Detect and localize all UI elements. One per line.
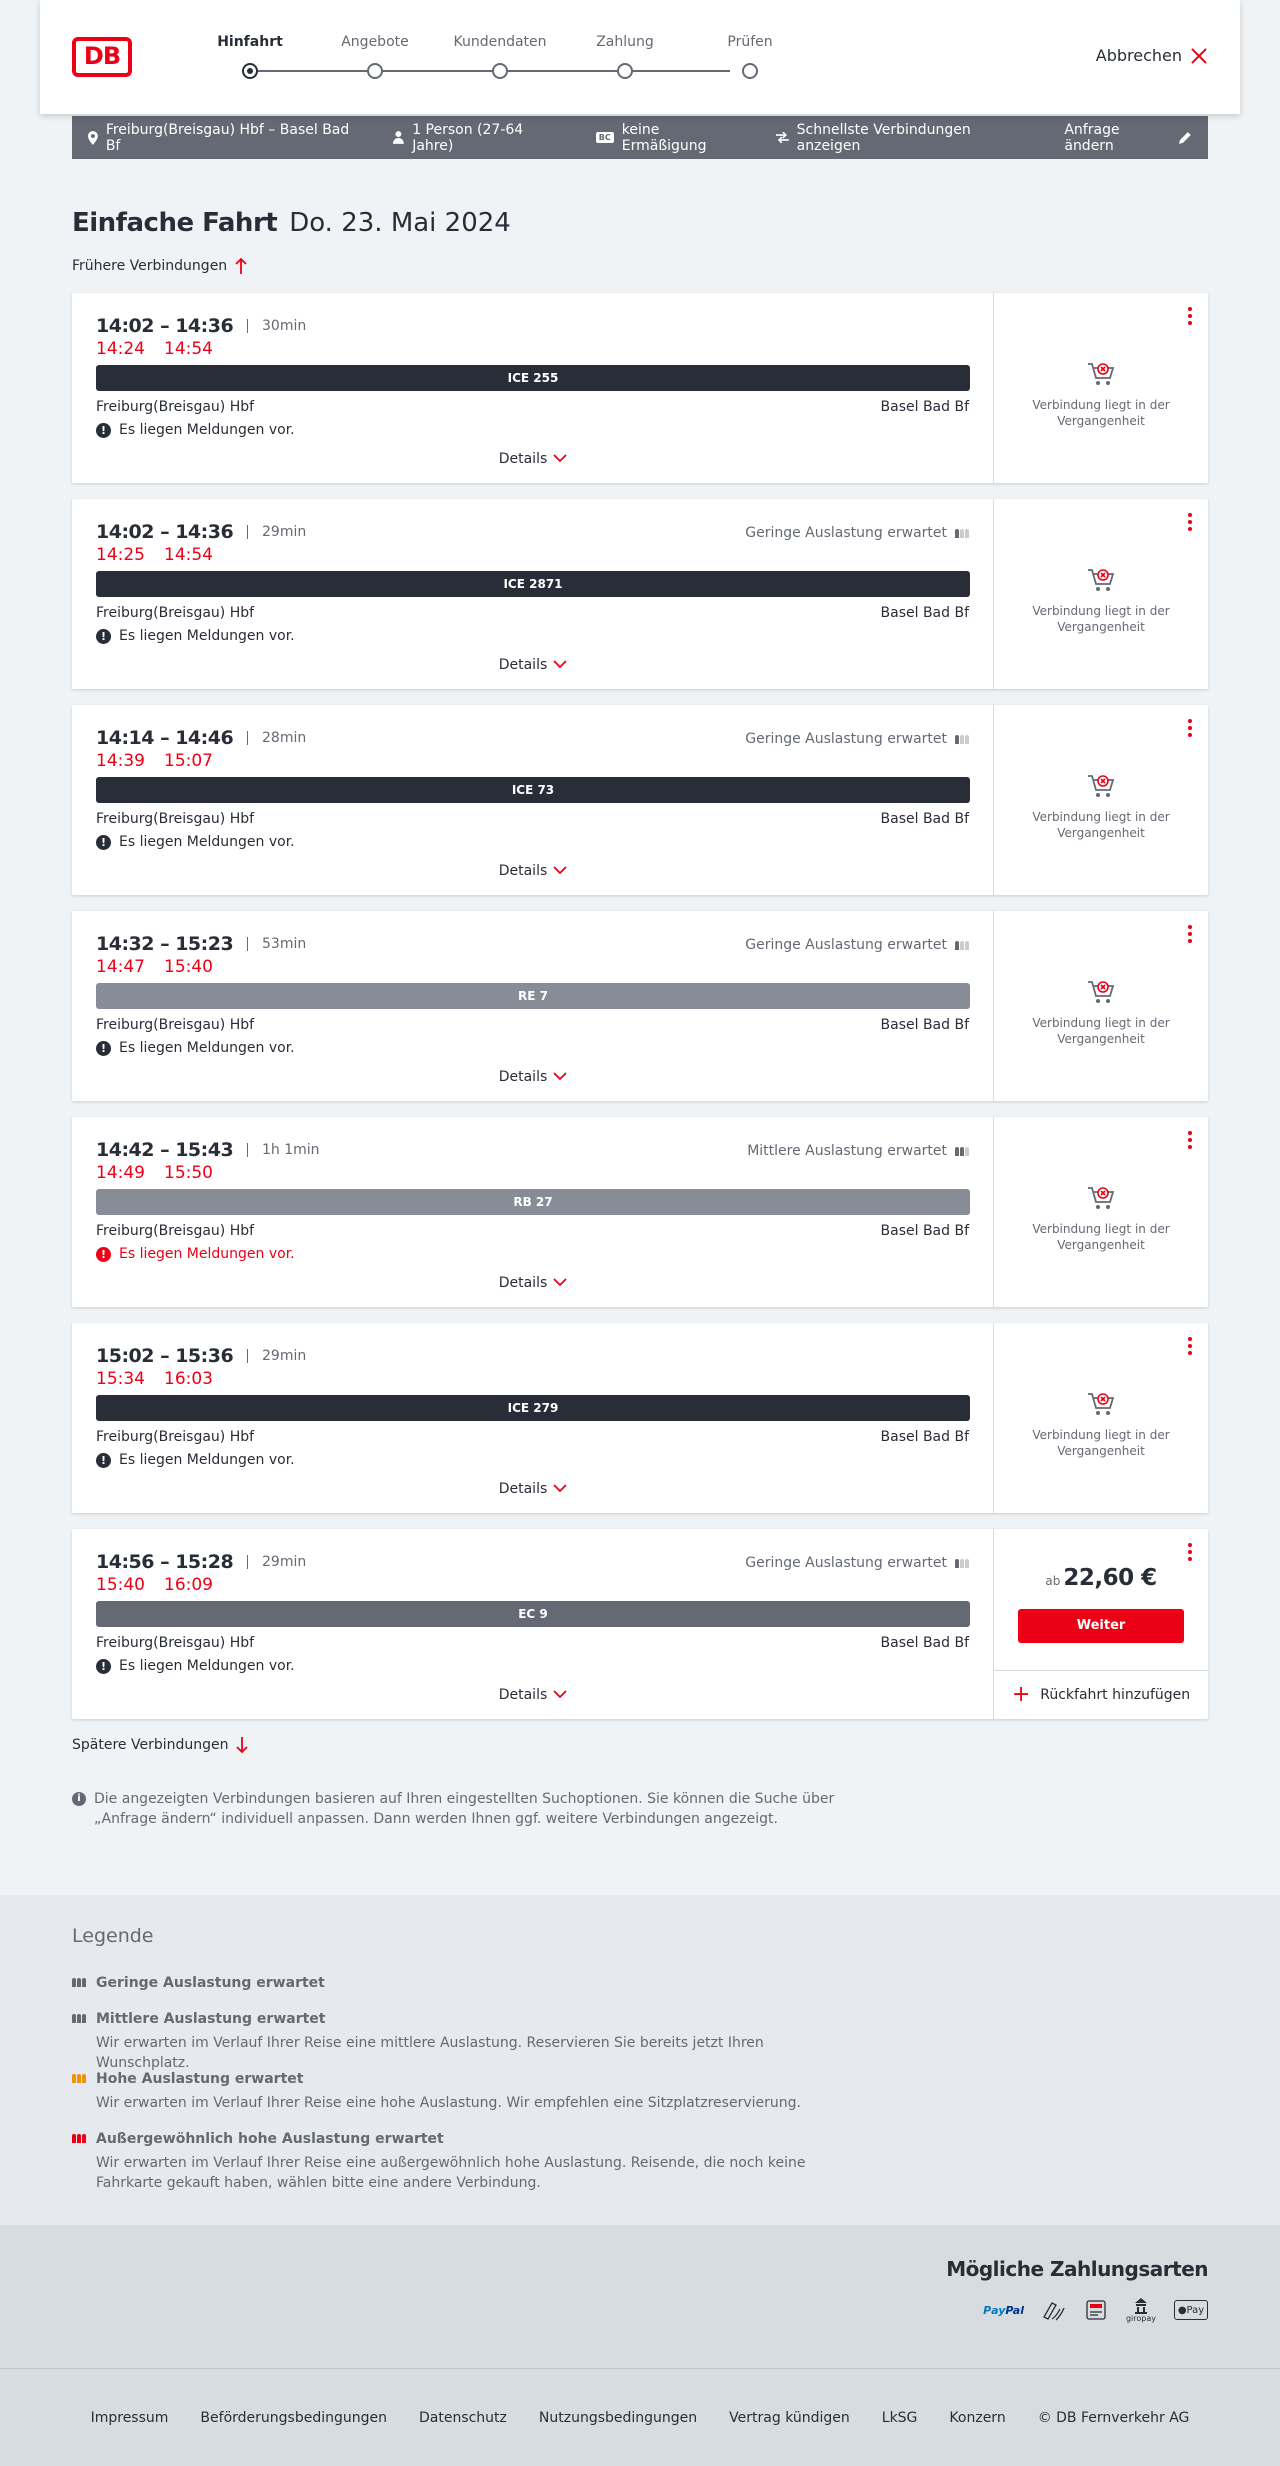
- legend-item-desc: Wir erwarten im Verlauf Ihrer Reise eine hohe Auslastung. Wir empfehlen eine Sitzplatzreservierung.: [96, 2095, 801, 2111]
- footer-link-nutzungsbedingungen[interactable]: Nutzungsbedingungen: [538, 2409, 698, 2426]
- footer: [0, 2369, 1280, 2466]
- footer-link-lksg[interactable]: LkSG: [881, 2409, 918, 2426]
- credit-card-icon: [1042, 2297, 1066, 2323]
- footer-copyright: © DB Fernverkehr AG: [1037, 2409, 1190, 2426]
- step-dot: [617, 63, 633, 79]
- duration: 1h 1min: [247, 1142, 320, 1158]
- connection-details-area[interactable]: [72, 705, 994, 895]
- details-label: Details: [498, 1481, 548, 1497]
- details-label: Details: [498, 1069, 548, 1085]
- occupancy-text: Geringe Auslastung erwartet: [745, 937, 947, 953]
- step-label: Angebote: [341, 34, 409, 50]
- person-icon: [393, 131, 404, 144]
- scheduled-times: 14:42 – 15:43: [96, 1139, 234, 1161]
- route-text: Freiburg(Breisgau) Hbf – Basel Bad Bf: [105, 121, 350, 154]
- occupancy-medium-icon: [72, 2014, 86, 2023]
- realtime-arrival: 15:07: [164, 751, 213, 771]
- departure-station: Freiburg(Breisgau) Hbf: [96, 1223, 255, 1239]
- realtime-departure: 15:34: [96, 1369, 145, 1389]
- notice-message[interactable]: [96, 1658, 295, 1674]
- scheduled-times: 14:14 – 14:46: [96, 727, 234, 749]
- price-value: 22,60 €: [1063, 1565, 1157, 1591]
- progress-stepper: [210, 30, 773, 90]
- footer-link-konzern[interactable]: Konzern: [949, 2409, 1006, 2426]
- db-logo[interactable]: DB: [72, 37, 132, 77]
- cancel-label: Abbrechen: [1095, 46, 1182, 65]
- location-pin-icon: [88, 131, 98, 145]
- arrow-down-icon: [236, 1737, 248, 1753]
- legend-item-exceptional: [72, 2131, 852, 2193]
- realtime-arrival: 15:50: [164, 1163, 213, 1183]
- passenger-summary[interactable]: [393, 122, 565, 154]
- payment-logos: [983, 2297, 1208, 2323]
- passenger-text: 1 Person (27-64 Jahre): [412, 121, 524, 154]
- change-request-button[interactable]: [1064, 122, 1192, 154]
- trip-date: Do. 23. Mai 2024: [289, 208, 511, 238]
- notice-text: Es liegen Meldungen vor.: [119, 834, 295, 850]
- occupancy-icon: [955, 735, 969, 744]
- duration: 53min: [247, 936, 306, 952]
- step-pruefen[interactable]: [690, 34, 810, 79]
- duration: 30min: [247, 318, 306, 334]
- alert-icon: !: [96, 1659, 111, 1674]
- realtime-arrival: 16:03: [164, 1369, 213, 1389]
- connection-details-area[interactable]: [72, 1117, 994, 1307]
- occupancy-indicator: [745, 525, 969, 541]
- realtime-arrival: 16:09: [164, 1575, 213, 1595]
- alert-icon: !: [96, 1041, 111, 1056]
- departure-station: Freiburg(Breisgau) Hbf: [96, 1635, 255, 1651]
- occupancy-indicator: [747, 1143, 969, 1159]
- alert-icon: !: [96, 1247, 111, 1262]
- page-title: [72, 208, 511, 238]
- change-request-label: Anfrage ändern: [1064, 121, 1120, 154]
- occupancy-text: Geringe Auslastung erwartet: [745, 1555, 947, 1571]
- details-toggle[interactable]: [72, 863, 994, 879]
- legend-item-desc: Wir erwarten im Verlauf Ihrer Reise eine mittlere Auslastung. Reservieren Sie bereits jetzt Ihren Wunschplatz.: [96, 2035, 764, 2071]
- footer-link-befoerderungsbedingungen[interactable]: Beförderungsbedingungen: [200, 2409, 387, 2426]
- train-bar[interactable]: ICE 279: [96, 1395, 970, 1421]
- scheduled-times: 14:56 – 15:28: [96, 1551, 234, 1573]
- connection-details-area[interactable]: [72, 911, 994, 1101]
- offer-area: [994, 1529, 1208, 1719]
- payment-title: Mögliche Zahlungsarten: [946, 2257, 1208, 2281]
- close-icon: [1190, 47, 1208, 65]
- step-dot: [742, 63, 758, 79]
- chevron-down-icon: [553, 1690, 567, 1699]
- details-label: Details: [498, 1275, 548, 1291]
- occupancy-text: Mittlere Auslastung erwartet: [747, 1143, 947, 1159]
- occupancy-indicator: [745, 731, 969, 747]
- legend-item-medium: [72, 2011, 852, 2073]
- pencil-icon: [1179, 131, 1192, 144]
- sepa-icon: [1084, 2297, 1108, 2323]
- step-dot: [492, 63, 508, 79]
- occupancy-indicator: [745, 937, 969, 953]
- connection-details-area[interactable]: [72, 293, 994, 483]
- arrival-station: Basel Bad Bf: [880, 1017, 969, 1033]
- alert-icon: !: [96, 835, 111, 850]
- offer-area: [994, 911, 1208, 1101]
- offer-area: [994, 499, 1208, 689]
- realtime-departure: 15:40: [96, 1575, 145, 1595]
- shopping-cart-icon: [1085, 770, 1117, 802]
- arrival-station: Basel Bad Bf: [880, 1429, 969, 1445]
- trip-type: Einfache Fahrt: [72, 208, 278, 238]
- discount-text: keine Ermäßigung: [621, 121, 707, 154]
- departure-station: Freiburg(Breisgau) Hbf: [96, 1429, 255, 1445]
- more-options-icon[interactable]: [1188, 307, 1192, 325]
- realtime-arrival: 14:54: [164, 545, 213, 565]
- shopping-cart-icon: [1085, 1182, 1117, 1214]
- option-summary[interactable]: [776, 122, 1034, 154]
- notice-message[interactable]: [96, 1040, 295, 1056]
- offer-area: [994, 705, 1208, 895]
- step-zahlung[interactable]: [565, 34, 685, 79]
- connection-card[interactable]: [72, 1323, 1208, 1513]
- step-angebote[interactable]: [315, 34, 435, 79]
- notice-text: Es liegen Meldungen vor.: [119, 1246, 295, 1262]
- swap-arrows-icon: [776, 132, 789, 143]
- occupancy-text: Geringe Auslastung erwartet: [745, 525, 947, 541]
- details-toggle[interactable]: [72, 451, 994, 467]
- occupancy-low-icon: [72, 1978, 86, 1987]
- more-options-icon[interactable]: [1188, 719, 1192, 737]
- legend-item-title: Hohe Auslastung erwartet: [72, 2071, 852, 2087]
- train-bar[interactable]: ICE 73: [96, 777, 970, 803]
- connection-details-area[interactable]: [72, 499, 994, 689]
- connection-card[interactable]: [72, 1117, 1208, 1307]
- realtime-arrival: 14:54: [164, 339, 213, 359]
- info-text: Die angezeigten Verbindungen basieren auf Ihren eingestellten Suchoptionen. Sie können die Suche über „Anfrage ändern“ individuell anpassen. Dann werden Ihnen ggf. weitere Verbindungen angezeigt.: [94, 1791, 835, 1827]
- departure-station: Freiburg(Breisgau) Hbf: [96, 399, 255, 415]
- chevron-down-icon: [553, 1072, 567, 1081]
- occupancy-high-icon: [72, 2074, 86, 2083]
- past-connection-note: Verbindung liegt in der Vergangenheit: [1032, 1016, 1170, 1046]
- footer-link-impressum[interactable]: Impressum: [90, 2409, 169, 2426]
- shopping-cart-icon: [1085, 1388, 1117, 1420]
- connection-card[interactable]: [72, 705, 1208, 895]
- add-return-trip-button[interactable]: [994, 1670, 1208, 1719]
- details-toggle[interactable]: [72, 1687, 994, 1703]
- step-dot: [242, 63, 258, 79]
- notice-message[interactable]: [96, 834, 295, 850]
- offer-area: [994, 1117, 1208, 1307]
- connection-details-area[interactable]: [72, 1529, 994, 1719]
- connection-card[interactable]: [72, 499, 1208, 689]
- duration: 29min: [247, 524, 306, 540]
- connection-card[interactable]: [72, 1529, 1208, 1719]
- duration: 29min: [247, 1554, 306, 1570]
- past-connection-note: Verbindung liegt in der Vergangenheit: [1032, 1222, 1170, 1252]
- header: [40, 0, 1240, 114]
- past-connection-note: Verbindung liegt in der Vergangenheit: [1032, 604, 1170, 634]
- past-connection-note: Verbindung liegt in der Vergangenheit: [1032, 398, 1170, 428]
- add-return-label: Rückfahrt hinzufügen: [1040, 1687, 1191, 1703]
- occupancy-icon: [955, 1147, 969, 1156]
- step-label: Kundendaten: [453, 34, 547, 50]
- footer-link-vertrag-kuendigen[interactable]: Vertrag kündigen: [729, 2409, 850, 2426]
- price-prefix: ab: [1045, 1574, 1061, 1588]
- earlier-connections-label: Frühere Verbindungen: [72, 258, 228, 274]
- shopping-cart-icon: [1085, 976, 1117, 1008]
- alert-icon: !: [96, 629, 111, 644]
- realtime-departure: 14:47: [96, 957, 145, 977]
- price-display: [994, 1565, 1208, 1591]
- realtime-departure: 14:25: [96, 545, 145, 565]
- notice-text: Es liegen Meldungen vor.: [119, 628, 295, 644]
- train-bar[interactable]: EC 9: [96, 1601, 970, 1627]
- departure-station: Freiburg(Breisgau) Hbf: [96, 1017, 255, 1033]
- notice-text: Es liegen Meldungen vor.: [119, 422, 295, 438]
- details-label: Details: [498, 1687, 548, 1703]
- option-text: Schnellste Verbindungen anzeigen: [796, 121, 971, 154]
- info-icon: i: [72, 1792, 86, 1806]
- arrival-station: Basel Bad Bf: [880, 1223, 969, 1239]
- legend-title: Legende: [72, 1925, 154, 1947]
- later-connections-label: Spätere Verbindungen: [72, 1737, 229, 1753]
- plus-icon: +: [1011, 1682, 1031, 1707]
- arrival-station: Basel Bad Bf: [880, 399, 969, 415]
- continue-button[interactable]: Weiter: [1018, 1609, 1184, 1643]
- step-kundendaten[interactable]: [440, 34, 560, 79]
- connection-details-area[interactable]: [72, 1323, 994, 1513]
- details-toggle[interactable]: [72, 1069, 994, 1085]
- occupancy-exceptional-icon: [72, 2134, 86, 2143]
- more-options-icon[interactable]: [1188, 513, 1192, 531]
- earlier-connections-link[interactable]: [72, 258, 247, 274]
- train-bar[interactable]: ICE 2871: [96, 571, 970, 597]
- route-summary[interactable]: [88, 122, 363, 154]
- realtime-departure: 14:39: [96, 751, 145, 771]
- chevron-down-icon: [553, 454, 567, 463]
- giropay-icon: giropay: [1126, 2297, 1156, 2323]
- notice-message[interactable]: [96, 1452, 295, 1468]
- details-toggle[interactable]: [72, 1481, 994, 1497]
- arrival-station: Basel Bad Bf: [880, 605, 969, 621]
- legend-item-desc: Wir erwarten im Verlauf Ihrer Reise eine außergewöhnlich hohe Auslastung. Reisende, die noch keine Fahrkarte gekauft haben, wählen bitte eine andere Verbindung.: [96, 2155, 806, 2191]
- search-summary-bar: [72, 116, 1208, 159]
- alert-icon: !: [96, 423, 111, 438]
- shopping-cart-icon: [1085, 358, 1117, 390]
- arrival-station: Basel Bad Bf: [880, 1635, 969, 1651]
- realtime-arrival: 15:40: [164, 957, 213, 977]
- legend-item-title: Mittlere Auslastung erwartet: [72, 2011, 852, 2027]
- train-bar[interactable]: RB 27: [96, 1189, 970, 1215]
- apple-pay-icon: ● Pay: [1174, 2300, 1208, 2320]
- shopping-cart-icon: [1085, 564, 1117, 596]
- train-bar[interactable]: RE 7: [96, 983, 970, 1009]
- notice-text: Es liegen Meldungen vor.: [119, 1658, 295, 1674]
- arrow-up-icon: [235, 258, 247, 274]
- notice-text: Es liegen Meldungen vor.: [119, 1040, 295, 1056]
- past-connection-note: Verbindung liegt in der Vergangenheit: [1032, 1428, 1170, 1458]
- chevron-down-icon: [553, 1484, 567, 1493]
- notice-text: Es liegen Meldungen vor.: [119, 1452, 295, 1468]
- offer-area: [994, 1323, 1208, 1513]
- occupancy-indicator: [745, 1555, 969, 1571]
- scheduled-times: 14:02 – 14:36: [96, 315, 234, 337]
- occupancy-icon: [955, 529, 969, 538]
- step-hinfahrt[interactable]: [190, 34, 310, 79]
- legend-item-title: Außergewöhnlich hohe Auslastung erwartet: [72, 2131, 852, 2147]
- more-options-icon[interactable]: [1188, 925, 1192, 943]
- more-options-icon[interactable]: [1188, 1543, 1192, 1561]
- departure-station: Freiburg(Breisgau) Hbf: [96, 605, 255, 621]
- past-connection-note: Verbindung liegt in der Vergangenheit: [1032, 810, 1170, 840]
- legend-item-title: Geringe Auslastung erwartet: [72, 1975, 852, 1991]
- notice-message[interactable]: [96, 628, 295, 644]
- occupancy-text: Geringe Auslastung erwartet: [745, 731, 947, 747]
- details-toggle[interactable]: [72, 1275, 994, 1291]
- step-dot: [367, 63, 383, 79]
- discount-summary[interactable]: [596, 122, 746, 154]
- train-bar[interactable]: ICE 255: [96, 365, 970, 391]
- paypal-logo: P ay Pal: [983, 2303, 1024, 2317]
- step-label: Zahlung: [596, 34, 654, 50]
- realtime-departure: 14:24: [96, 339, 145, 359]
- payment-methods-section: [0, 2225, 1280, 2369]
- step-label: Hinfahrt: [217, 34, 283, 50]
- scheduled-times: 14:02 – 14:36: [96, 521, 234, 543]
- notice-message[interactable]: [96, 422, 295, 438]
- departure-station: Freiburg(Breisgau) Hbf: [96, 811, 255, 827]
- details-toggle[interactable]: [72, 657, 994, 673]
- scheduled-times: 14:32 – 15:23: [96, 933, 234, 955]
- chevron-down-icon: [553, 1278, 567, 1287]
- more-options-icon[interactable]: [1188, 1337, 1192, 1355]
- offer-area: [994, 293, 1208, 483]
- duration: 29min: [247, 1348, 306, 1364]
- search-info-note: [72, 1789, 852, 1829]
- details-label: Details: [498, 863, 548, 879]
- cancel-button[interactable]: [1096, 46, 1208, 65]
- notice-message[interactable]: [96, 1246, 295, 1262]
- chevron-down-icon: [553, 866, 567, 875]
- legend-item-high: [72, 2071, 852, 2113]
- later-connections-link[interactable]: [72, 1737, 248, 1753]
- occupancy-icon: [955, 1559, 969, 1568]
- legend-item-low: [72, 1975, 852, 1991]
- duration: 28min: [247, 730, 306, 746]
- arrival-station: Basel Bad Bf: [880, 811, 969, 827]
- connection-card[interactable]: [72, 293, 1208, 483]
- legend-section: [0, 1895, 1280, 2225]
- footer-link-datenschutz[interactable]: Datenschutz: [418, 2409, 507, 2426]
- details-label: Details: [498, 451, 548, 467]
- step-label: Prüfen: [727, 34, 773, 50]
- connection-card[interactable]: [72, 911, 1208, 1101]
- alert-icon: !: [96, 1453, 111, 1468]
- occupancy-icon: [955, 941, 969, 950]
- details-label: Details: [498, 657, 548, 673]
- chevron-down-icon: [553, 660, 567, 669]
- bahncard-icon: BC: [596, 132, 614, 143]
- scheduled-times: 15:02 – 15:36: [96, 1345, 234, 1367]
- more-options-icon[interactable]: [1188, 1131, 1192, 1149]
- realtime-departure: 14:49: [96, 1163, 145, 1183]
